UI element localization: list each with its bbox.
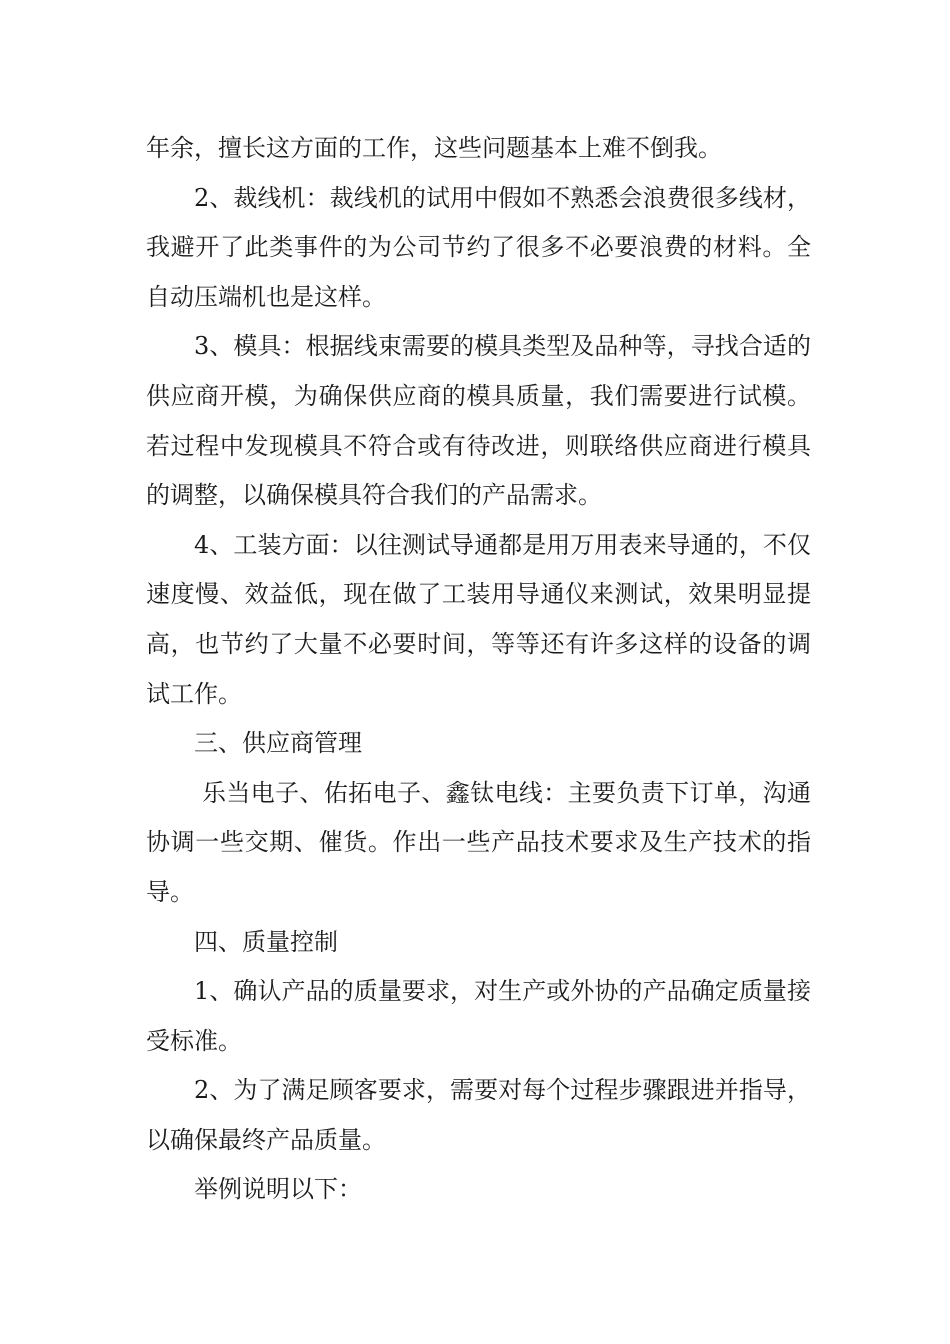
section-heading-quality-control: 四、质量控制 (194, 927, 338, 956)
paragraph-continuation: 年余，擅长这方面的工作，这些问题基本上难不倒我。 (146, 134, 722, 162)
section-heading-supplier-management: 三、供应商管理 (194, 729, 362, 758)
paragraph-quality-2: 2、为了满足顾客要求，需要对每个过程步骤跟进并指导，以确保最终产品质量。 (146, 1076, 811, 1154)
paragraph-quality-1: 1、确认产品的质量要求，对生产或外协的产品确定质量接受标准。 (146, 977, 811, 1055)
paragraph-fixture: 4、工装方面：以往测试导通都是用万用表来导通的，不仅速度慢、效益低，现在做了工装用导通仪来测试，效果明显提高，也节约了大量不必要时间，等等还有许多这样的设备的调试工作。 (146, 530, 811, 708)
document-body (146, 124, 811, 1215)
paragraph-mold: 3、模具：根据线束需要的模具类型及品种等，寻找合适的供应商开模，为确保供应商的模具质量，我们需要进行试模。若过程中发现模具不符合或有待改进，则联络供应商进行模具的调整，以确保模具符合我们的产品需求。 (146, 332, 811, 510)
paragraph-example-intro: 举例说明以下： (194, 1175, 362, 1204)
paragraph-suppliers: 乐当电子、佑拓电子、鑫钛电线：主要负责下订单，沟通协调一些交期、催货。作出一些产品技术要求及生产技术的指导。 (146, 778, 811, 906)
paragraph-wire-cutter: 2、裁线机：裁线机的试用中假如不熟悉会浪费很多线材，我避开了此类事件的为公司节约了很多不必要浪费的材料。全自动压端机也是这样。 (146, 183, 811, 311)
